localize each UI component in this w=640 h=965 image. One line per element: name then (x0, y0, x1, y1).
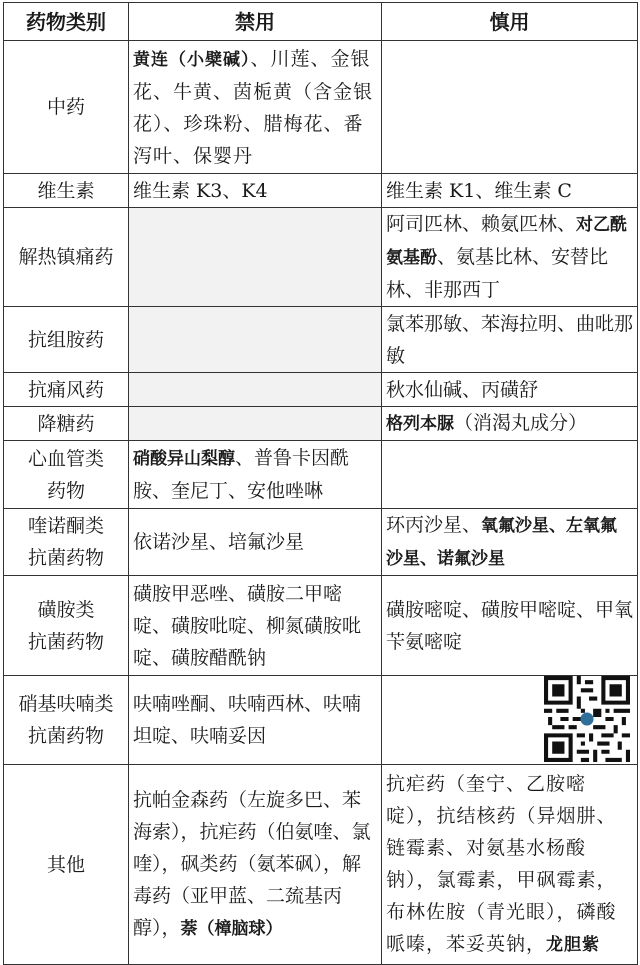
table-row (4, 407, 638, 441)
category-cell (4, 676, 129, 765)
header-banned: 禁用 (129, 3, 382, 41)
category-line: 抗菌药物 (27, 725, 104, 747)
category-line: 心血管类 (27, 447, 104, 470)
caution-cell (382, 765, 638, 965)
banned-cell (129, 407, 382, 441)
caution-cell (382, 41, 638, 174)
bold-drug: 对乙酰氨基酚 (386, 215, 628, 268)
table-row (4, 208, 638, 307)
category-line: 抗菌药物 (27, 630, 104, 653)
table-row (4, 676, 638, 765)
bold-drug: 氧氟沙星、左氧氟沙星、诺氟沙星 (386, 516, 618, 569)
category-cell: 抗组胺药 (4, 307, 129, 373)
caution-cell (382, 407, 638, 441)
table-row (4, 174, 638, 208)
bold-drug: 格列本脲 (386, 414, 454, 434)
drug-text: 环丙沙星、 (386, 514, 482, 536)
category-line: 药物 (46, 479, 85, 502)
caution-cell: 维生素 K1、维生素 C (382, 174, 638, 208)
category-line: 硝基呋喃类 (18, 693, 114, 715)
banned-cell: 呋喃唑酮、呋喃西林、呋喃坦啶、呋喃妥因 (129, 676, 382, 765)
bold-drug: 黄连（小檗碱） (133, 49, 251, 70)
bold-drug: 萘（樟脑球） (180, 919, 283, 939)
drug-text: 、氨基比林、安替比林、非那西丁 (386, 246, 609, 301)
table-row (4, 765, 638, 965)
caution-cell: 氯苯那敏、苯海拉明、曲吡那敏 (382, 307, 638, 373)
banned-cell: 维生素 K3、K4 (129, 174, 382, 208)
banned-cell: 依诺沙星、培氟沙星 (129, 509, 382, 576)
banned-cell (129, 441, 382, 509)
category-cell: 其他 (4, 765, 129, 965)
drug-text: 抗帕金森药（左旋多巴、苯海索），抗疟药（伯氨喹、氯喹），砜类药（氨苯砜），解毒药（亚甲蓝、二巯基丙醇）， (133, 789, 371, 939)
category-cell: 降糖药 (4, 407, 129, 441)
category-line: 喹诺酮类 (27, 515, 104, 537)
table-row (4, 307, 638, 373)
category-cell (4, 509, 129, 576)
category-cell (4, 441, 129, 509)
table-row (4, 373, 638, 407)
bold-drug: 硝酸异山梨醇 (133, 449, 235, 469)
table-row (4, 441, 638, 509)
banned-cell (129, 41, 382, 174)
banned-cell (129, 765, 382, 965)
category-cell: 维生素 (4, 174, 129, 208)
category-line: 抗菌药物 (27, 547, 104, 569)
caution-cell (382, 208, 638, 307)
category-cell: 抗痛风药 (4, 373, 129, 407)
drug-text: （消渴丸成分） (454, 412, 588, 434)
drug-text: 阿司匹林、赖氨匹林、 (386, 213, 577, 235)
qr-code-icon (544, 676, 630, 762)
caution-cell (382, 676, 638, 765)
table-row (4, 576, 638, 676)
header-category: 药物类别 (4, 3, 129, 41)
caution-cell (382, 441, 638, 509)
drug-text: 、川莲、金银花、牛黄、茵栀黄（含金银花）、珍珠粉、腊梅花、番泻叶、保婴丹 (133, 47, 374, 167)
banned-cell: 磺胺甲恶唑、磺胺二甲嘧啶、磺胺吡啶、柳氮磺胺吡啶、磺胺醋酰钠 (129, 576, 382, 676)
drug-text: 抗疟药（奎宁、乙胺嘧啶），抗结核药（异烟肼、链霉素、对氨基水杨酸钠），氯霉素，甲砜霉素，布林佐胺（青光眼），磷酸哌嗪，苯妥英钠， (386, 773, 617, 955)
category-cell (4, 576, 129, 676)
drug-table (3, 2, 638, 965)
bold-drug: 龙胆紫 (546, 935, 601, 955)
category-cell: 中药 (4, 41, 129, 174)
banned-cell (129, 208, 382, 307)
header-caution: 慎用 (382, 3, 638, 41)
header-row (4, 3, 638, 41)
table-row (4, 509, 638, 576)
category-line: 磺胺类 (37, 598, 95, 621)
caution-cell (382, 509, 638, 576)
caution-cell: 磺胺嘧啶、磺胺甲嘧啶、甲氧苄氨嘧啶 (382, 576, 638, 676)
drug-text: 、普鲁卡因酰胺、奎尼丁、安他唑啉 (133, 447, 350, 502)
caution-cell: 秋水仙碱、丙磺舒 (382, 373, 638, 407)
table-row (4, 41, 638, 174)
banned-cell (129, 307, 382, 373)
category-cell: 解热镇痛药 (4, 208, 129, 307)
banned-cell (129, 373, 382, 407)
